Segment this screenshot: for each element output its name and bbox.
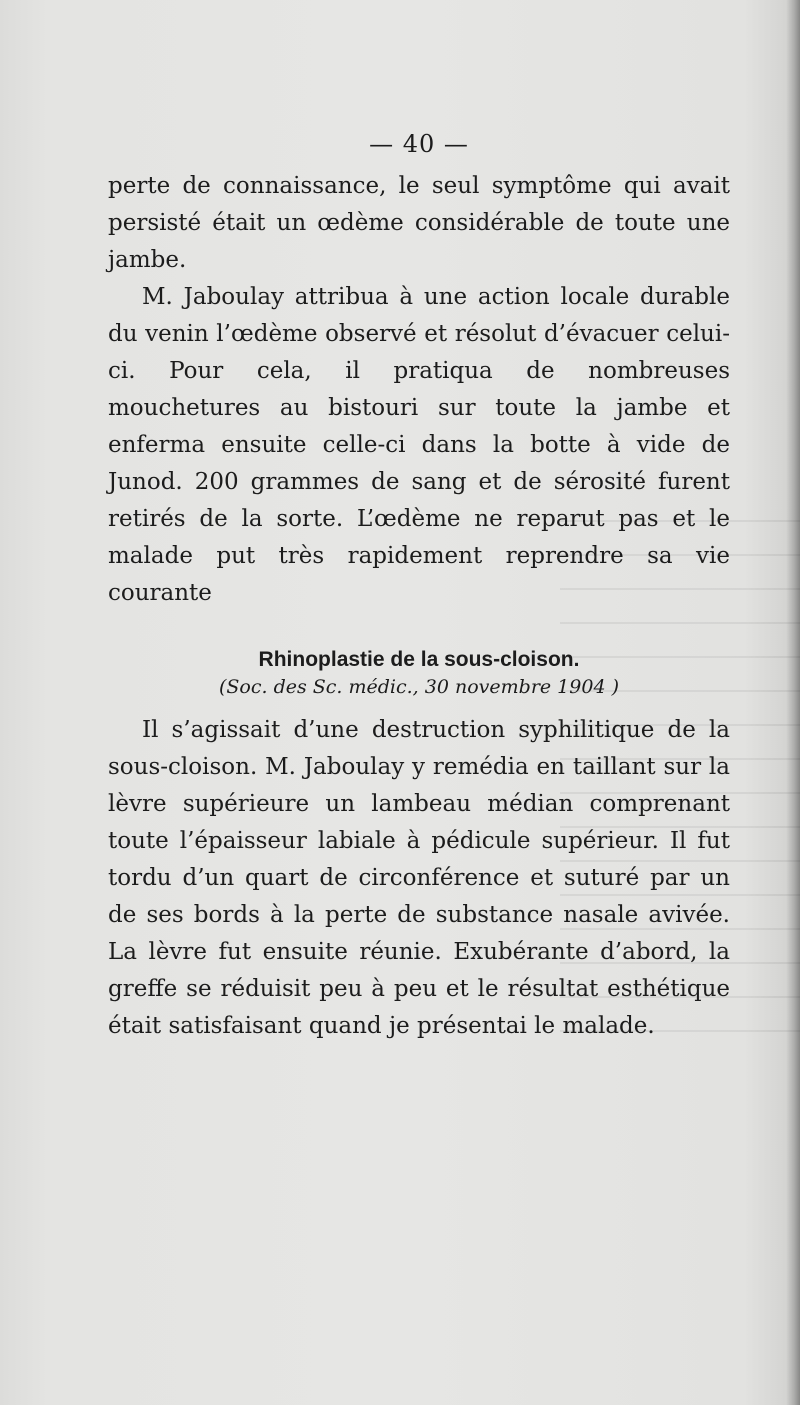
page-number: — 40 — [369,130,469,158]
section-heading: Rhinoplastie de la sous-cloison. [258,648,580,671]
page-content [108,130,730,1045]
page-edge-shadow [786,0,800,1405]
paragraph-continuation: perte de connaissance, le seul symptôme qui avait persisté était un œdème considérable de toute une jambe. [108,173,730,273]
paragraph-rhinoplastie: Il s’agissait d’une destruction syphilitique de la sous-cloison. M. Jaboulay y remédia en taillant sur la lèvre supérieure un lambeau médian comprenant toute l’épaisseur labiale à pédicule supérieur. Il fut tordu d’un quart de circonférence et suturé par un de ses bords à la perte de substance nasale avivée. La lèvre fut ensuite réunie. Exubérante d’abord, la greffe se réduisit peu à peu et le résultat esthétique était satisfaisant quand je présentai le malade. [108,717,730,1039]
citation: (Soc. des Sc. médic., 30 novembre 1904 ) [218,676,619,698]
paragraph-jaboulay-venin: M. Jaboulay attribua à une action locale durable du venin l’œdème observé et résolut d’évacuer celui-ci. Pour cela, il pratiqua de nombreuses mouchetures au bistouri sur toute la jambe et enferma ensuite celle-ci dans la botte à vide de Junod. 200 grammes de sang et de sérosité furent retirés de la sorte. L’œdème ne reparut pas et le malade put très rapidement reprendre sa vie courante [108,284,730,606]
